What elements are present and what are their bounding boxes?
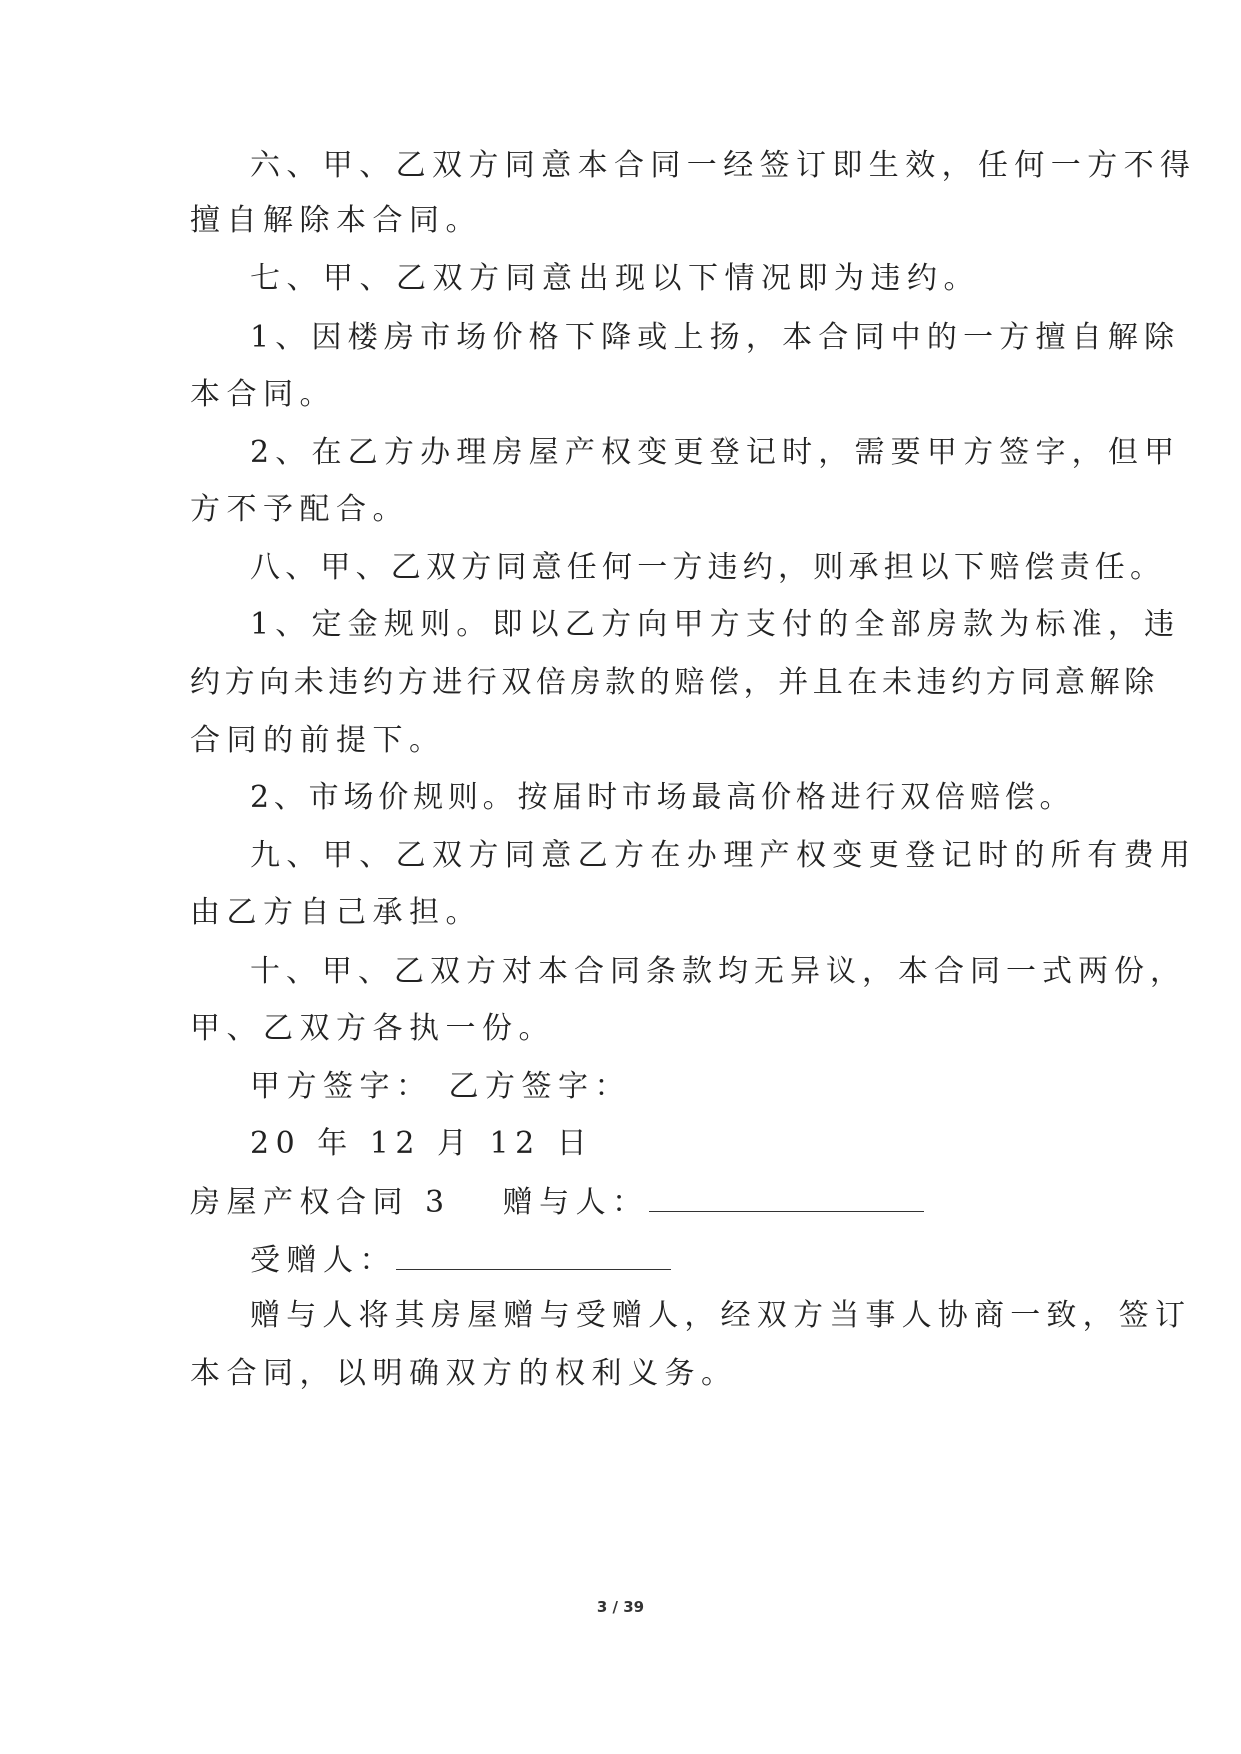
donee-line (250, 1239, 671, 1281)
contract-heading-line (190, 1181, 924, 1223)
paragraph-6-line-1: 六、甲、乙双方同意本合同一经签订即生效，任何一方不得 (250, 148, 1197, 183)
donee-label: 受赠人： (250, 1243, 396, 1278)
clause-7-1-line-1: 1、因楼房市场价格下降或上扬，本合同中的一方擅自解除 (250, 320, 1181, 355)
closing-line-2: 本合同，以明确双方的权利义务。 (190, 1356, 738, 1391)
clause-8-2: 2、市场价规则。按届时市场最高价格进行双倍赔偿。 (250, 780, 1075, 815)
contract-title: 房屋产权合同 3 (190, 1185, 451, 1220)
paragraph-9-line-2: 由乙方自己承担。 (190, 895, 482, 930)
paragraph-10-line-2: 甲、乙双方各执一份。 (190, 1011, 555, 1046)
date-line: 20 年 12 月 12 日 (250, 1126, 594, 1161)
page-number: 3 / 39 (596, 1598, 645, 1616)
clause-7-2-line-1: 2、在乙方办理房屋产权变更登记时，需要甲方签字，但甲 (250, 435, 1181, 470)
clause-8-1-line-2: 约方向未违约方进行双倍房款的赔偿，并且在未违约方同意解除 (190, 665, 1159, 700)
signature-line: 甲方签字： 乙方签字： (250, 1069, 632, 1104)
clause-7-1-line-2: 本合同。 (190, 377, 336, 412)
clause-8-1-line-1: 1、定金规则。即以乙方向甲方支付的全部房款为标准，违 (250, 607, 1181, 642)
clause-8-1-line-3: 合同的前提下。 (190, 723, 446, 758)
paragraph-9-line-1: 九、甲、乙双方同意乙方在办理产权变更登记时的所有费用 (250, 838, 1197, 873)
donor-blank (649, 1181, 924, 1212)
paragraph-7: 七、甲、乙双方同意出现以下情况即为违约。 (250, 261, 980, 296)
paragraph-8: 八、甲、乙双方同意任何一方违约，则承担以下赔偿责任。 (250, 550, 1166, 585)
paragraph-6-line-2: 擅自解除本合同。 (190, 203, 482, 238)
donee-blank (396, 1239, 671, 1270)
closing-line-1: 赠与人将其房屋赠与受赠人，经双方当事人协商一致，签订 (250, 1298, 1192, 1333)
clause-7-2-line-2: 方不予配合。 (190, 492, 409, 527)
paragraph-10-line-1: 十、甲、乙双方对本合同条款均无异议，本合同一式两份， (250, 954, 1186, 989)
donor-label: 赠与人： (502, 1185, 649, 1220)
